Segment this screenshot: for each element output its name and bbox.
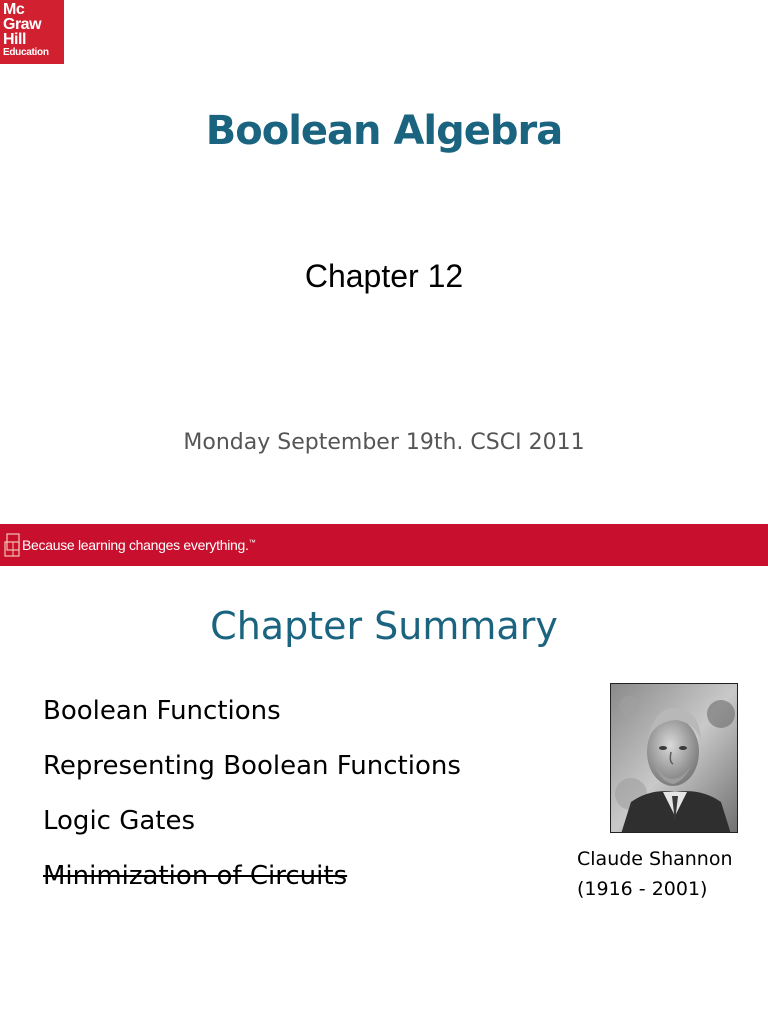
logo-line: Graw bbox=[3, 16, 42, 33]
trademark-mark: ™ bbox=[248, 539, 256, 547]
date-course-line: Monday September 19th. CSCI 2011 bbox=[183, 430, 585, 455]
portrait-icon bbox=[611, 684, 738, 833]
topic-item: Boolean Functions bbox=[43, 696, 281, 726]
banner-tagline bbox=[22, 537, 255, 553]
tagline-text: Because learning changes everything. bbox=[22, 537, 249, 553]
summary-slide bbox=[0, 566, 768, 1024]
brand-mark-icon bbox=[4, 532, 24, 558]
logo-line: Hill bbox=[3, 31, 26, 48]
topic-item: Representing Boolean Functions bbox=[43, 751, 461, 781]
logo-line: Education bbox=[3, 47, 49, 58]
logo-line: Mc bbox=[3, 1, 25, 18]
slide-subtitle: Chapter 12 bbox=[304, 258, 464, 294]
caption-name: Claude Shannon bbox=[577, 848, 733, 870]
caption-years: (1916 - 2001) bbox=[577, 878, 708, 900]
topic-item: Logic Gates bbox=[43, 806, 196, 836]
portrait-caption bbox=[577, 844, 733, 904]
portrait-photo bbox=[610, 683, 738, 833]
topic-list bbox=[43, 691, 461, 911]
brand-banner bbox=[0, 524, 768, 566]
summary-title: Chapter Summary bbox=[210, 604, 558, 648]
mcgraw-hill-logo bbox=[0, 0, 64, 64]
slide-title: Boolean Algebra bbox=[205, 108, 563, 154]
topic-item-struck: Minimization of Circuits bbox=[43, 861, 348, 891]
